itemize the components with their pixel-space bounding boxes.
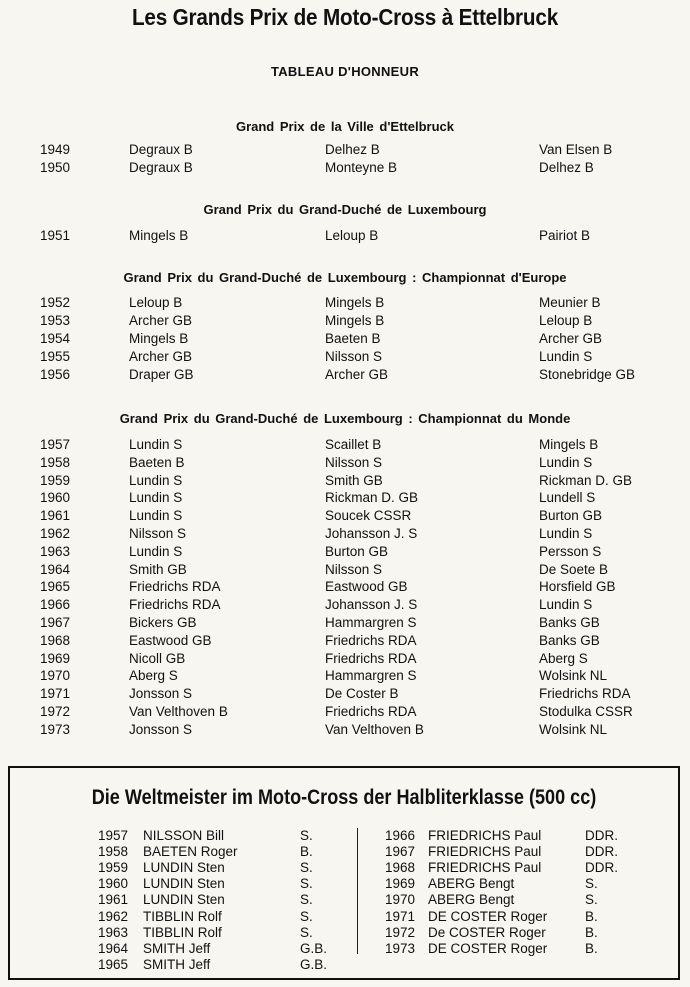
- result-row: [0, 562, 690, 579]
- first-place-cell: Archer GB: [129, 313, 193, 328]
- champion-row: [10, 957, 678, 973]
- champion-row: [10, 892, 678, 908]
- champion-name: SMITH Jeff: [143, 940, 211, 956]
- third-place-cell: Wolsink NL: [539, 668, 608, 684]
- year-cell: 1972: [40, 704, 71, 719]
- first-place-cell: Degraux B: [129, 160, 193, 175]
- second-place-cell: Burton GB: [325, 543, 389, 559]
- third-place-cell: Banks GB: [539, 632, 600, 648]
- champion-country: DDR.: [585, 860, 618, 876]
- third-place-cell: Leloup B: [539, 313, 593, 328]
- first-place-cell: Bickers GB: [129, 615, 197, 630]
- result-row: [0, 367, 690, 384]
- third-place-cell: Horsfield GB: [539, 579, 616, 595]
- second-place-cell: Friedrichs RDA: [325, 704, 417, 719]
- first-place-cell: Lundin S: [129, 472, 183, 488]
- result-row: [0, 544, 690, 561]
- champion-name: LUNDIN Sten: [143, 876, 225, 892]
- champion-row: [10, 941, 678, 957]
- champion-country: S.: [300, 876, 313, 892]
- champion-year: 1971: [385, 908, 416, 924]
- world-champions-box: [8, 766, 680, 980]
- champion-name: SMITH Jeff: [143, 956, 211, 972]
- third-place-cell: Lundin S: [539, 349, 593, 364]
- first-place-cell: Degraux B: [129, 142, 193, 157]
- champion-year: 1958: [98, 844, 129, 860]
- champion-row: [10, 925, 678, 941]
- first-place-cell: Baeten B: [129, 454, 185, 470]
- champion-name: ABERG Bengt: [428, 876, 515, 892]
- second-place-cell: Monteyne B: [325, 160, 398, 175]
- third-place-cell: Delhez B: [539, 160, 594, 175]
- result-row: [0, 704, 690, 721]
- result-row: [0, 633, 690, 650]
- year-cell: 1951: [40, 228, 71, 243]
- champion-name: NILSSON Bill: [143, 828, 225, 843]
- result-row: [0, 455, 690, 472]
- champion-country: S.: [300, 860, 313, 876]
- first-place-cell: Lundin S: [129, 508, 183, 524]
- champion-name: TIBBLIN Rolf: [143, 908, 222, 924]
- result-row: [0, 615, 690, 632]
- second-place-cell: Delhez B: [325, 142, 380, 157]
- champion-year: 1962: [98, 908, 129, 924]
- champion-year: 1960: [98, 876, 129, 892]
- champion-row: [10, 909, 678, 925]
- champion-country: S.: [300, 828, 313, 843]
- champion-year: 1965: [98, 956, 129, 972]
- first-place-cell: Nicoll GB: [129, 650, 186, 666]
- second-place-cell: Smith GB: [325, 472, 383, 488]
- year-cell: 1967: [40, 615, 71, 630]
- champion-name: BAETEN Roger: [143, 844, 238, 860]
- champion-country: DDR.: [585, 828, 618, 843]
- year-cell: 1955: [40, 349, 71, 364]
- result-row: [0, 508, 690, 525]
- second-place-cell: Nilsson S: [325, 454, 383, 470]
- champion-name: ABERG Bengt: [428, 892, 515, 908]
- result-row: [0, 331, 690, 348]
- result-row: [0, 722, 690, 739]
- world-champions-title: Die Weltmeister im Moto-Cross der Halbliterklasse (500 cc): [91, 786, 597, 809]
- year-cell: 1957: [40, 437, 71, 452]
- year-cell: 1965: [40, 579, 71, 595]
- champion-name: De COSTER Roger: [428, 924, 546, 940]
- first-place-cell: Van Velthoven B: [129, 704, 228, 719]
- third-place-cell: De Soete B: [539, 561, 609, 577]
- honor-roll-heading: TABLEAU D'HONNEUR: [270, 64, 420, 79]
- first-place-cell: Lundin S: [129, 543, 183, 559]
- champion-country: S.: [300, 908, 313, 924]
- first-place-cell: Mingels B: [129, 331, 189, 346]
- third-place-cell: Meunier B: [539, 295, 601, 310]
- champion-name: LUNDIN Sten: [143, 860, 225, 876]
- third-place-cell: Persson S: [539, 543, 602, 559]
- first-place-cell: Eastwood GB: [129, 632, 212, 648]
- result-row: [0, 295, 690, 312]
- second-place-cell: Scaillet B: [325, 437, 382, 452]
- champion-country: B.: [300, 844, 313, 860]
- first-place-cell: Lundin S: [129, 437, 183, 452]
- year-cell: 1970: [40, 668, 71, 684]
- second-place-cell: Nilsson S: [325, 561, 383, 577]
- year-cell: 1959: [40, 472, 71, 488]
- champion-row: [10, 844, 678, 860]
- champion-name: DE COSTER Roger: [428, 940, 548, 956]
- first-place-cell: Archer GB: [129, 349, 193, 364]
- champion-year: 1970: [385, 892, 416, 908]
- first-place-cell: Jonsson S: [129, 721, 193, 737]
- first-place-cell: Aberg S: [129, 668, 178, 684]
- third-place-cell: Burton GB: [539, 508, 603, 524]
- champion-year: 1963: [98, 924, 129, 940]
- second-place-cell: Friedrichs RDA: [325, 632, 417, 648]
- result-row: [0, 349, 690, 366]
- champion-country: S.: [300, 892, 313, 908]
- champion-name: FRIEDRICHS Paul: [428, 844, 542, 860]
- third-place-cell: Wolsink NL: [539, 721, 608, 737]
- second-place-cell: Hammargren S: [325, 668, 417, 684]
- section-heading: Grand Prix du Grand-Duché de Luxembourg: [203, 202, 487, 217]
- third-place-cell: Pairiot B: [539, 228, 591, 243]
- second-place-cell: Johansson J. S: [325, 597, 418, 613]
- result-row: [0, 313, 690, 330]
- year-cell: 1961: [40, 508, 71, 524]
- second-place-cell: Rickman D. GB: [325, 490, 419, 506]
- third-place-cell: Van Elsen B: [539, 142, 613, 157]
- champion-name: TIBBLIN Rolf: [143, 924, 222, 940]
- champion-country: S.: [585, 876, 598, 892]
- result-row: [0, 597, 690, 614]
- third-place-cell: Lundin S: [539, 454, 593, 470]
- first-place-cell: Nilsson S: [129, 526, 187, 541]
- champion-year: 1967: [385, 844, 416, 860]
- second-place-cell: Mingels B: [325, 313, 385, 328]
- third-place-cell: Stodulka CSSR: [539, 704, 633, 719]
- champion-country: G.B.: [300, 940, 328, 956]
- year-cell: 1956: [40, 367, 71, 382]
- champion-year: 1973: [385, 940, 416, 956]
- year-cell: 1968: [40, 632, 71, 648]
- result-row: [0, 228, 690, 245]
- year-cell: 1953: [40, 313, 71, 328]
- year-cell: 1964: [40, 561, 71, 577]
- section-heading: Grand Prix du Grand-Duché de Luxembourg : Championnat d'Europe: [123, 270, 567, 285]
- third-place-cell: Rickman D. GB: [539, 472, 633, 488]
- champion-year: 1957: [98, 828, 129, 843]
- result-row: [0, 526, 690, 543]
- result-row: [0, 579, 690, 596]
- result-row: [0, 437, 690, 454]
- champion-country: DDR.: [585, 844, 618, 860]
- result-row: [0, 142, 690, 159]
- champion-year: 1972: [385, 924, 416, 940]
- year-cell: 1969: [40, 650, 71, 666]
- second-place-cell: Baeten B: [325, 331, 381, 346]
- champion-row: [10, 828, 678, 844]
- result-row: [0, 160, 690, 177]
- second-place-cell: Leloup B: [325, 228, 379, 243]
- year-cell: 1952: [40, 295, 71, 310]
- first-place-cell: Friedrichs RDA: [129, 597, 221, 613]
- third-place-cell: Lundell S: [539, 490, 596, 506]
- result-row: [0, 668, 690, 685]
- third-place-cell: Stonebridge GB: [539, 367, 636, 382]
- second-place-cell: Hammargren S: [325, 615, 417, 630]
- result-row: [0, 686, 690, 703]
- champion-country: B.: [585, 908, 598, 924]
- second-place-cell: Friedrichs RDA: [325, 650, 417, 666]
- first-place-cell: Friedrichs RDA: [129, 579, 221, 595]
- second-place-cell: De Coster B: [325, 686, 399, 702]
- champion-name: FRIEDRICHS Paul: [428, 860, 542, 876]
- third-place-cell: Lundin S: [539, 597, 593, 613]
- second-place-cell: Archer GB: [325, 367, 389, 382]
- result-row: [0, 473, 690, 490]
- first-place-cell: Mingels B: [129, 228, 189, 243]
- second-place-cell: Eastwood GB: [325, 579, 408, 595]
- year-cell: 1954: [40, 331, 71, 346]
- second-place-cell: Johansson J. S: [325, 526, 418, 541]
- year-cell: 1949: [40, 142, 71, 157]
- second-place-cell: Mingels B: [325, 295, 385, 310]
- year-cell: 1958: [40, 454, 71, 470]
- first-place-cell: Jonsson S: [129, 686, 193, 702]
- champion-year: 1964: [98, 940, 129, 956]
- champion-year: 1961: [98, 892, 129, 908]
- page-title: Les Grands Prix de Moto-Cross à Ettelbruck: [131, 4, 559, 30]
- result-row: [0, 490, 690, 507]
- champion-year: 1969: [385, 876, 416, 892]
- champion-name: FRIEDRICHS Paul: [428, 828, 542, 843]
- champion-name: DE COSTER Roger: [428, 908, 548, 924]
- first-place-cell: Smith GB: [129, 561, 187, 577]
- third-place-cell: Friedrichs RDA: [539, 686, 631, 702]
- first-place-cell: Lundin S: [129, 490, 183, 506]
- champion-country: G.B.: [300, 956, 328, 972]
- result-row: [0, 651, 690, 668]
- section-heading: Grand Prix de la Ville d'Ettelbruck: [235, 119, 455, 134]
- second-place-cell: Soucek CSSR: [325, 508, 412, 524]
- third-place-cell: Archer GB: [539, 331, 603, 346]
- year-cell: 1971: [40, 686, 71, 702]
- champion-country: S.: [300, 924, 313, 940]
- champion-name: LUNDIN Sten: [143, 892, 225, 908]
- second-place-cell: Van Velthoven B: [325, 721, 424, 737]
- second-place-cell: Nilsson S: [325, 349, 383, 364]
- third-place-cell: Lundin S: [539, 526, 593, 541]
- champion-country: B.: [585, 924, 598, 940]
- third-place-cell: Mingels B: [539, 437, 599, 452]
- champion-year: 1966: [385, 828, 416, 843]
- champion-country: S.: [585, 892, 598, 908]
- champion-year: 1968: [385, 860, 416, 876]
- champion-row: [10, 860, 678, 876]
- first-place-cell: Leloup B: [129, 295, 183, 310]
- year-cell: 1950: [40, 160, 71, 175]
- year-cell: 1963: [40, 543, 71, 559]
- year-cell: 1962: [40, 526, 71, 541]
- third-place-cell: Aberg S: [539, 650, 588, 666]
- year-cell: 1973: [40, 721, 71, 737]
- champion-row: [10, 876, 678, 892]
- champion-country: B.: [585, 940, 598, 956]
- first-place-cell: Draper GB: [129, 367, 194, 382]
- section-heading: Grand Prix du Grand-Duché de Luxembourg : Championnat du Monde: [119, 411, 571, 426]
- year-cell: 1966: [40, 597, 71, 613]
- year-cell: 1960: [40, 490, 71, 506]
- champion-year: 1959: [98, 860, 129, 876]
- third-place-cell: Banks GB: [539, 615, 600, 630]
